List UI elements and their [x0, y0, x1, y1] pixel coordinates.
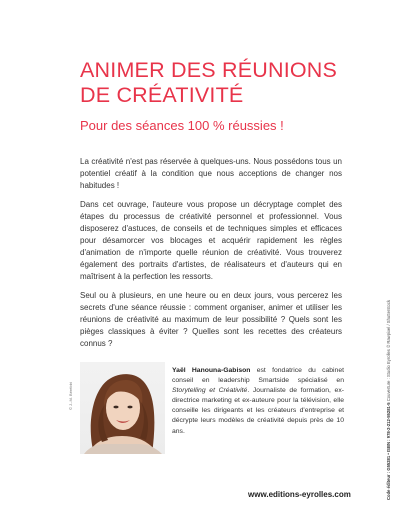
paragraph-1: La créativité n'est pas réservée à quelques-uns. Nous possédons tous un potentiel créatif à la condition que nous acceptions de changer nos habitudes !	[80, 157, 342, 191]
author-bio-italic: Storytelling et Créativité	[172, 387, 248, 395]
description	[80, 156, 342, 357]
author-bio-part-1: est fondatrice du cabinet conseil en leadership Smartside spécialisé en	[172, 367, 344, 385]
title-line-2: DE CRÉATIVITÉ	[80, 83, 244, 107]
publisher-website: www.editions-eyrolles.com	[248, 490, 351, 499]
isbn-info	[386, 300, 391, 500]
book-title	[80, 58, 380, 108]
paragraph-2: Dans cet ouvrage, l'auteure vous propose un décryptage complet des étapes du processus de créativité personnel et professionnel. Vous disposerez d'astuces, de conseils et de techniques simples et efficaces pour désamorcer vos blocages et acquérir rapidement les règles d'animation de n'importe quelle réunion de créativité. Vous trouverez également des portraits d'artistes, de réalisateurs et d'auteurs qui en maîtrisent à la perfection les ressorts.	[80, 199, 342, 282]
photo-credit: © J.-M. Bérébbi	[68, 382, 73, 410]
paragraph-3: Seul ou à plusieurs, en une heure ou en deux jours, vous percerez les secrets d'une séance réussie : comment organiser, animer et utiliser les réunions de créativité au maximum de leur possibilité ? Quels sont les pièges classiques à éviter ? Quelles sont les recettes des créateurs connus ?	[80, 290, 342, 349]
book-subtitle: Pour des séances 100 % réussies !	[80, 118, 284, 133]
cover-credits: Couverture : Studio Eyrolles © Rawpixel / Shutterstock	[386, 299, 391, 402]
title-line-1: ANIMER DES RÉUNIONS	[80, 58, 338, 82]
author-name: Yaël Hanouna-Gabison	[172, 367, 251, 374]
isbn-code: Code éditeur : G55281 • ISBN : 978-2-212-55281-5	[386, 402, 391, 500]
author-bio	[172, 366, 344, 437]
author-photo	[80, 362, 165, 454]
author-bio-part-2: . Journaliste de formation, ex-directrice marketing et ex-auteure pour la télévision, elle conseille les dirigeants et les créateurs d'entreprise et décrypte leurs modèles de créativité depuis près de 10 ans.	[172, 387, 344, 435]
